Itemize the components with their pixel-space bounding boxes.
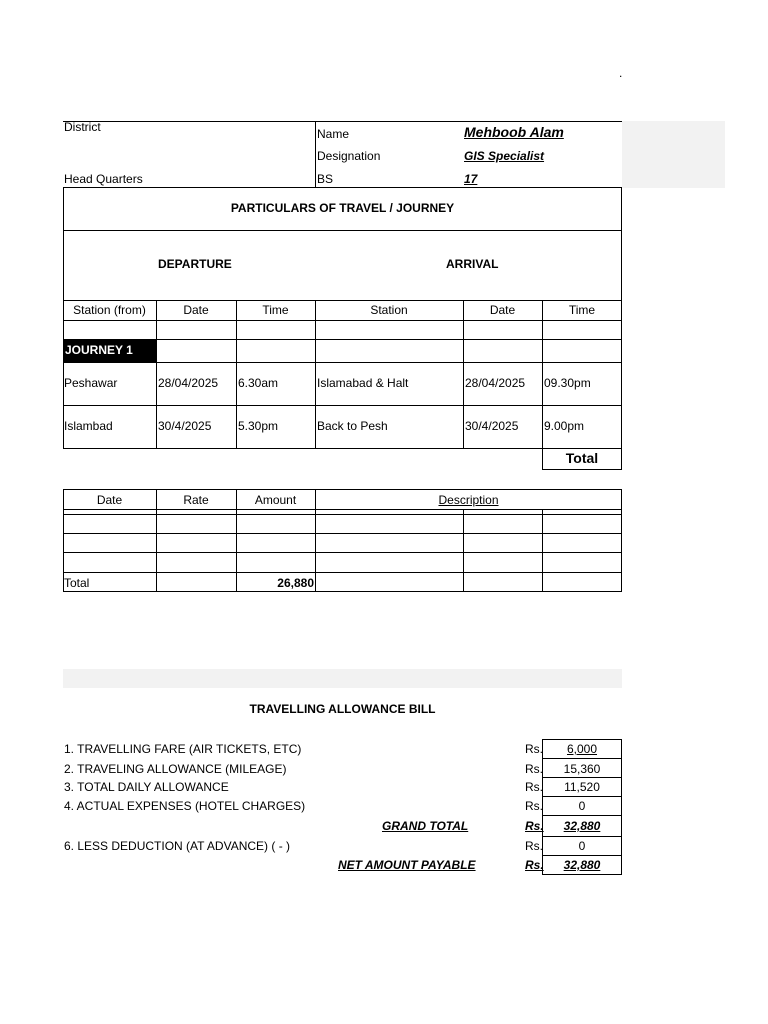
travel-col-5 xyxy=(542,300,543,449)
allow-line-4 xyxy=(63,552,622,553)
travel-table-frame xyxy=(63,187,622,449)
departure-heading: DEPARTURE xyxy=(158,257,232,271)
travel-line-3 xyxy=(63,320,622,321)
bill-title: TRAVELLING ALLOWANCE BILL xyxy=(249,702,436,716)
bill-item-2-label: 2. TRAVELING ALLOWANCE (MILEAGE) xyxy=(64,762,287,776)
row1-arr-station: Islamabad & Halt xyxy=(317,376,409,390)
row2-station-from: Islambad xyxy=(64,419,113,433)
grand-total-amount: 32,880 xyxy=(563,819,601,833)
allow-total-amount: 26,880 xyxy=(277,576,314,590)
bill-amt-line-5 xyxy=(542,836,622,837)
allow-col-amount: Amount xyxy=(254,493,297,507)
bill-item-2-amount: 15,360 xyxy=(563,762,601,776)
col-dep-date: Date xyxy=(183,303,209,317)
bill-item-4-currency: Rs. xyxy=(525,799,543,813)
district-label: District xyxy=(64,120,101,134)
head-quarters-label: Head Quarters xyxy=(64,172,143,186)
journey-1-label: JOURNEY 1 xyxy=(63,339,157,362)
bill-item-3-label: 3. TOTAL DAILY ALLOWANCE xyxy=(64,780,229,794)
allow-col-description: Description xyxy=(438,493,499,507)
row1-station-from: Peshawar xyxy=(64,376,118,390)
name-value: Mehboob Alam xyxy=(464,124,564,140)
corner-mark: . xyxy=(619,66,623,80)
allow-col-5 xyxy=(542,509,543,592)
travel-line-2 xyxy=(63,300,622,301)
bs-label: BS xyxy=(317,172,334,186)
bill-item-4-amount: 0 xyxy=(578,799,586,813)
bill-amt-line-1 xyxy=(542,758,622,759)
row1-arr-date: 28/04/2025 xyxy=(465,376,526,390)
bill-amt-line-2 xyxy=(542,777,622,778)
header-top-line xyxy=(63,121,622,122)
deduction-label: 6. LESS DEDUCTION (AT ADVANCE) ( - ) xyxy=(64,839,291,853)
row1-dep-date: 28/04/2025 xyxy=(158,376,219,390)
row2-dep-date: 30/4/2025 xyxy=(158,419,212,433)
travel-line-5 xyxy=(63,362,622,363)
travel-col-4 xyxy=(463,300,464,449)
bill-item-3-amount: 11,520 xyxy=(564,780,600,794)
designation-value: GIS Specialist xyxy=(464,149,545,163)
allow-col-4 xyxy=(463,509,464,592)
allow-line-2 xyxy=(63,514,622,515)
bill-item-2-currency: Rs. xyxy=(525,762,543,776)
bill-amt-line-4 xyxy=(542,815,622,816)
row2-arr-station: Back to Pesh xyxy=(317,419,388,433)
col-dep-time: Time xyxy=(262,303,289,317)
allow-line-5 xyxy=(63,572,622,573)
travel-total-label: Total xyxy=(565,450,599,466)
row2-arr-date: 30/4/2025 xyxy=(465,419,519,433)
allow-total-label: Total xyxy=(64,576,90,590)
travel-col-1 xyxy=(156,300,157,449)
col-arr-station: Station xyxy=(370,303,408,317)
deduction-amount: 0 xyxy=(578,839,586,853)
bill-amt-line-3 xyxy=(542,796,622,797)
bs-value: 17 xyxy=(464,172,478,186)
allow-line-3 xyxy=(63,533,622,534)
deduction-currency: Rs. xyxy=(525,839,543,853)
header-grey-fill xyxy=(622,121,725,188)
col-arr-time: Time xyxy=(568,303,596,317)
col-station-from: Station (from) xyxy=(73,303,146,317)
col-arr-date: Date xyxy=(489,303,516,317)
net-payable-label: NET AMOUNT PAYABLE xyxy=(338,858,476,872)
allow-line-1 xyxy=(63,509,622,510)
name-label: Name xyxy=(317,127,350,141)
net-amount: 32,880 xyxy=(563,858,601,872)
travel-line-6 xyxy=(63,405,622,406)
designation-label: Designation xyxy=(317,149,381,163)
bill-item-1-amount: 6,000 xyxy=(566,742,598,756)
header-divider xyxy=(315,121,316,188)
bill-item-1-currency: Rs. xyxy=(525,742,543,756)
net-currency: Rs. xyxy=(525,858,544,872)
bill-item-4-label: 4. ACTUAL EXPENSES (HOTEL CHARGES) xyxy=(64,799,306,813)
arrival-heading: ARRIVAL xyxy=(446,257,499,271)
bill-grey-band xyxy=(63,669,622,688)
row1-dep-time: 6.30am xyxy=(238,376,279,390)
travel-title: PARTICULARS OF TRAVEL / JOURNEY xyxy=(230,201,455,215)
travel-col-3 xyxy=(315,300,316,449)
bill-item-3-currency: Rs. xyxy=(525,780,543,794)
travel-col-2 xyxy=(236,300,237,449)
row1-arr-time: 09.30pm xyxy=(544,376,591,390)
bill-amt-line-6 xyxy=(542,855,622,856)
bill-item-1-label: 1. TRAVELLING FARE (AIR TICKETS, ETC) xyxy=(64,742,302,756)
row2-arr-time: 9.00pm xyxy=(544,419,585,433)
grand-total-label: GRAND TOTAL xyxy=(382,819,469,833)
grand-total-currency: Rs. xyxy=(525,819,544,833)
allow-col-date: Date xyxy=(96,493,123,507)
allow-col-rate: Rate xyxy=(183,493,209,507)
row2-dep-time: 5.30pm xyxy=(238,419,279,433)
travel-line-1 xyxy=(63,230,622,231)
